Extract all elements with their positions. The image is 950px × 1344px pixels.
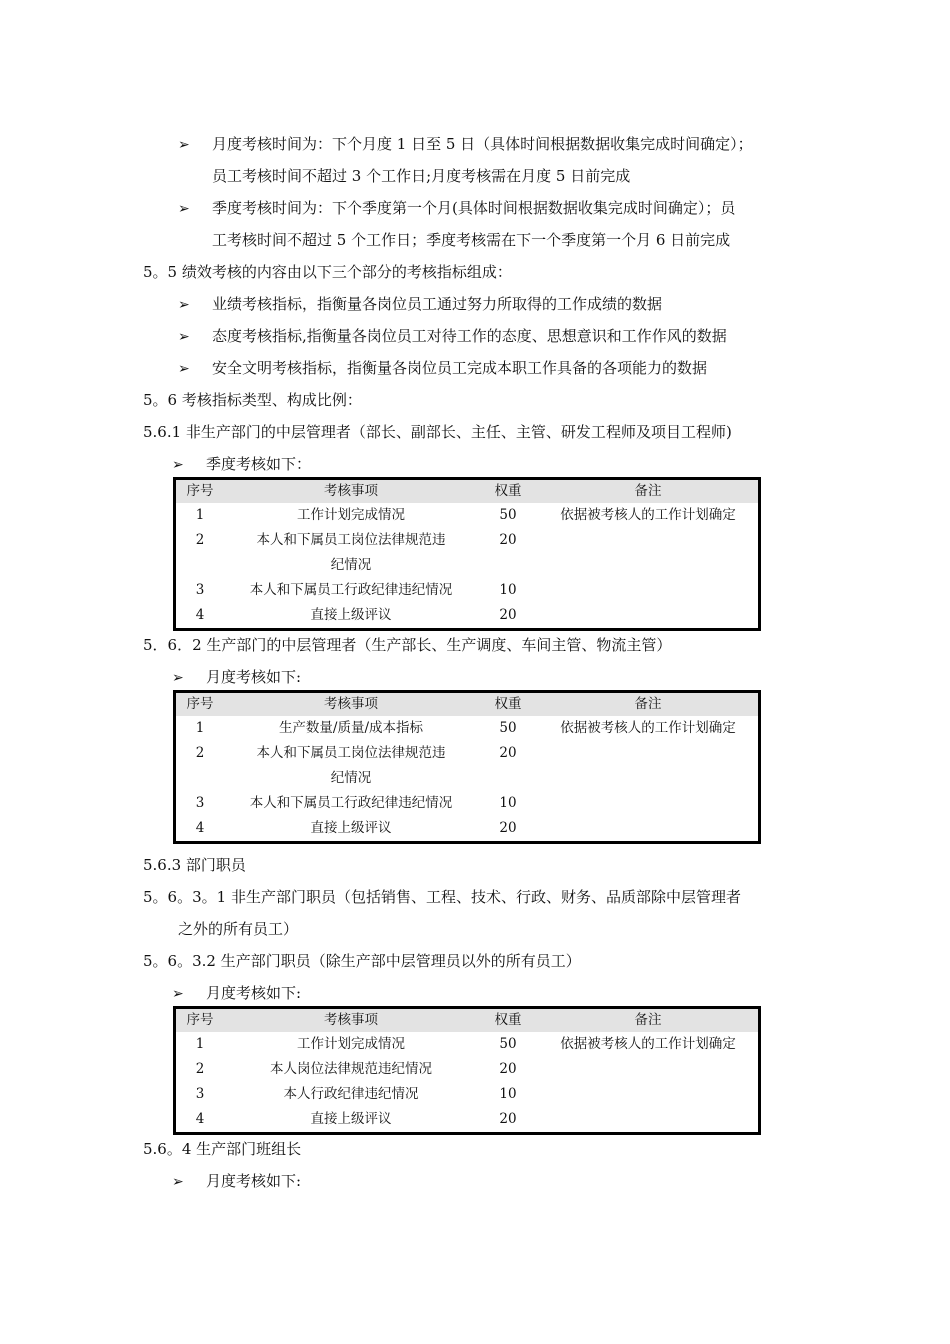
table-row (176, 1107, 758, 1132)
bullet-item-performance (178, 294, 662, 315)
arrow-bullet-icon: ➢ (178, 297, 190, 313)
assessment-table-2 (173, 690, 761, 844)
header-index: 序号 (186, 696, 214, 712)
bullet-item-safety (178, 358, 707, 379)
table-header (176, 693, 758, 716)
cell-weight: 20 (499, 820, 517, 836)
section-continuation: 之外的所有员工） (178, 920, 299, 938)
table-row (176, 603, 758, 628)
table-row (176, 791, 758, 816)
bullet-text: 月度考核如下: (206, 984, 302, 1002)
arrow-bullet-icon: ➢ (178, 329, 190, 345)
cell-index: 2 (195, 532, 205, 548)
header-weight: 权重 (494, 1012, 522, 1028)
cell-item: 工作计划完成情况 (297, 507, 405, 523)
table-header (176, 480, 758, 503)
header-note: 备注 (634, 696, 662, 712)
cell-weight: 10 (499, 1086, 517, 1102)
header-item: 考核事项 (324, 696, 378, 712)
arrow-bullet-icon: ➢ (178, 201, 190, 217)
bullet-item-quarterly-label (172, 454, 311, 475)
cell-weight: 10 (499, 795, 517, 811)
cell-weight: 20 (499, 607, 517, 623)
table-row (176, 503, 758, 528)
bullet-item-monthly-label (172, 1171, 301, 1192)
cell-note: 依据被考核人的工作计划确定 (560, 507, 736, 523)
bullet-text: 态度考核指标,指衡量各岗位员工对待工作的态度、思想意识和工作作风的数据 (212, 327, 727, 345)
bullet-item-monthly-label (172, 983, 301, 1004)
header-item: 考核事项 (324, 483, 378, 499)
arrow-bullet-icon: ➢ (172, 986, 184, 1002)
section-heading-5-6-3-2: 5。6。3.2 生产部门职员（除生产部中层管理员以外的所有员工） (143, 952, 581, 970)
header-weight: 权重 (494, 483, 522, 499)
table-row (176, 1057, 758, 1082)
cell-index: 4 (195, 1111, 205, 1127)
bullet-continuation: 员工考核时间不超过 3 个工作日;月度考核需在月度 5 日前完成 (212, 167, 631, 185)
cell-weight: 20 (499, 532, 517, 548)
table-row (176, 528, 758, 578)
cell-item: 本人和下属员工岗位法律规范违纪情况 (256, 745, 446, 786)
cell-index: 1 (195, 507, 205, 523)
table-row (176, 741, 758, 791)
cell-index: 2 (195, 745, 205, 761)
header-index: 序号 (186, 483, 214, 499)
cell-item: 工作计划完成情况 (297, 1036, 405, 1052)
header-index: 序号 (186, 1012, 214, 1028)
cell-weight: 20 (499, 745, 517, 761)
cell-item: 直接上级评议 (310, 607, 392, 623)
section-heading-5-6: 5。6 考核指标类型、构成比例： (143, 391, 362, 409)
bullet-text: 季度考核时间为：下个季度第一个月(具体时间根据数据收集完成时间确定）；员 (212, 199, 736, 217)
header-weight: 权重 (494, 696, 522, 712)
cell-item: 本人行政纪律违纪情况 (283, 1086, 419, 1102)
bullet-item-attitude (178, 326, 727, 347)
cell-note: 依据被考核人的工作计划确定 (560, 1036, 736, 1052)
cell-index: 1 (195, 720, 205, 736)
cell-item: 本人岗位法律规范违纪情况 (270, 1061, 432, 1077)
bullet-continuation: 工考核时间不超过 5 个工作日；季度考核需在下一个季度第一个月 6 日前完成 (212, 231, 731, 249)
table-row (176, 1082, 758, 1107)
cell-index: 1 (195, 1036, 205, 1052)
bullet-text: 安全文明考核指标，指衡量各岗位员工完成本职工作具备的各项能力的数据 (212, 359, 708, 377)
bullet-text: 业绩考核指标，指衡量各岗位员工通过努力所取得的工作成绩的数据 (212, 295, 663, 313)
table-row (176, 716, 758, 741)
table-row (176, 816, 758, 841)
cell-weight: 20 (499, 1111, 517, 1127)
bullet-text: 月度考核如下: (206, 1172, 302, 1190)
bullet-text: 月度考核时间为：下个月度 1 日至 5 日（具体时间根据数据收集完成时间确定）； (212, 135, 753, 153)
cell-index: 3 (195, 1086, 205, 1102)
assessment-table-1 (173, 477, 761, 631)
cell-weight: 50 (499, 720, 517, 736)
cell-weight: 50 (499, 1036, 517, 1052)
cell-index: 4 (195, 820, 205, 836)
cell-index: 3 (195, 582, 205, 598)
bullet-item-monthly-timing (178, 134, 753, 155)
section-heading-5-6-4: 5.6。4 生产部门班组长 (143, 1140, 302, 1158)
cell-item: 本人和下属员工行政纪律违纪情况 (249, 795, 453, 811)
cell-index: 4 (195, 607, 205, 623)
cell-weight: 10 (499, 582, 517, 598)
cell-item: 生产数量/质量/成本指标 (278, 720, 424, 736)
section-heading-5-5: 5。5 绩效考核的内容由以下三个部分的考核指标组成： (143, 263, 512, 281)
bullet-item-monthly-label (172, 667, 301, 688)
section-heading-5-6-3-1: 5。6。3。1 非生产部门职员（包括销售、工程、技术、行政、财务、品质部除中层管理者 (143, 888, 741, 906)
assessment-table-3 (173, 1006, 761, 1135)
cell-index: 2 (195, 1061, 205, 1077)
table-row (176, 578, 758, 603)
header-note: 备注 (634, 1012, 662, 1028)
cell-weight: 20 (499, 1061, 517, 1077)
section-heading-5-6-1: 5.6.1 非生产部门的中层管理者（部长、副部长、主任、主管、研发工程师及项目工程师) (143, 423, 732, 441)
bullet-text: 月度考核如下: (206, 668, 302, 686)
table-row (176, 1032, 758, 1057)
header-note: 备注 (634, 483, 662, 499)
cell-item: 本人和下属员工岗位法律规范违纪情况 (256, 532, 446, 573)
arrow-bullet-icon: ➢ (172, 457, 184, 473)
bullet-item-quarterly-timing (178, 198, 735, 219)
bullet-text: 季度考核如下： (206, 455, 312, 473)
arrow-bullet-icon: ➢ (172, 1174, 184, 1190)
cell-item: 直接上级评议 (310, 1111, 392, 1127)
section-heading-5-6-2: 5．6．2 生产部门的中层管理者（生产部长、生产调度、车间主管、物流主管） (143, 636, 672, 654)
cell-weight: 50 (499, 507, 517, 523)
cell-item: 直接上级评议 (310, 820, 392, 836)
arrow-bullet-icon: ➢ (172, 670, 184, 686)
header-item: 考核事项 (324, 1012, 378, 1028)
cell-note: 依据被考核人的工作计划确定 (560, 720, 736, 736)
cell-item: 本人和下属员工行政纪律违纪情况 (249, 582, 453, 598)
arrow-bullet-icon: ➢ (178, 137, 190, 153)
section-heading-5-6-3: 5.6.3 部门职员 (143, 856, 246, 874)
arrow-bullet-icon: ➢ (178, 361, 190, 377)
table-header (176, 1009, 758, 1032)
cell-index: 3 (195, 795, 205, 811)
